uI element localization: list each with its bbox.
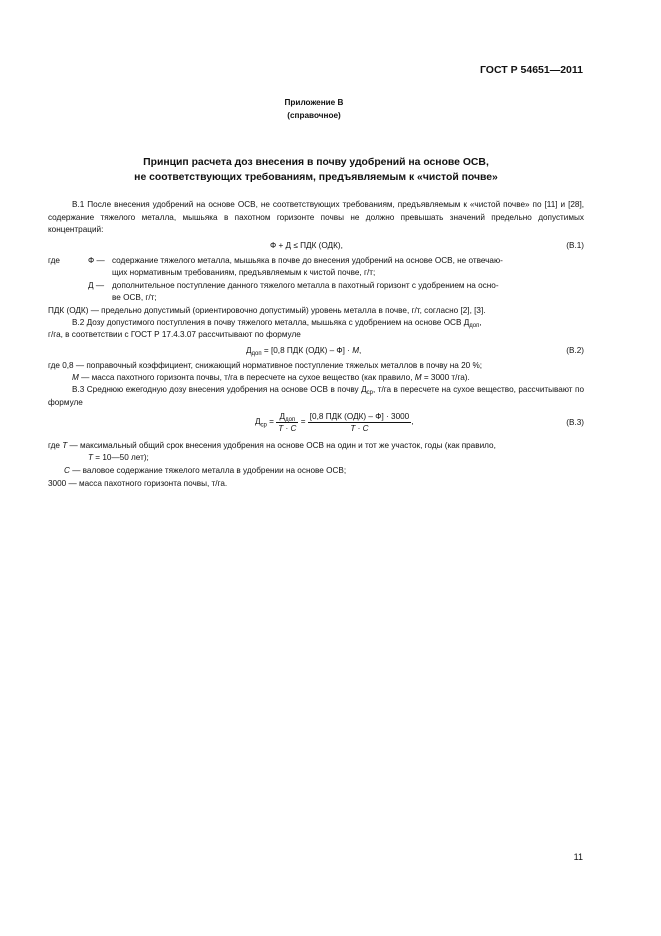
equation-b3-fraction1: $\frac{Д_{доп}}{Т \cdot С}$ (278, 412, 297, 433)
equation-b1-number: (В.1) (566, 241, 584, 250)
equation-b2-text: $Д_{доп} = [0,8$ ПДК (ОДК) – Ф] · М, (246, 346, 362, 357)
document-id-header: ГОСТ Р 54651—2011 (479, 64, 583, 76)
where-lead-1: где (48, 256, 60, 265)
where-symbol-phi: Ф — (88, 256, 105, 265)
where-term-value: Т = 10—50 лет); (88, 453, 149, 462)
equation-b1-text: Ф + Д ≤ ПДК (ОДК), (270, 241, 343, 250)
where-text-phi-2: щих нормативным требованиям, предъявляемым к чистой почве, г/т; (112, 268, 376, 277)
where-term: где Т — максимальный общий срок внесения удобрения на основе ОСВ на один и тот же участок, годы (как правило, (48, 441, 496, 450)
where-content: С — валовое содержание тяжелого металла в удобрении на основе ОСВ; (64, 466, 347, 475)
equation-b3-fraction2: $\frac{\text{[0,8 ПДК (ОДК) – Ф] · 3000}}{Т \cdot С}$ (309, 412, 410, 433)
where-3000: 3000 — масса пахотного горизонта почвы, т/га. (48, 479, 228, 488)
where-coef: где 0,8 — поправочный коэффициент, снижающий нормативное поступление тяжелых металлов в почву на 20 %; (48, 361, 483, 370)
section-title-line1: Принцип расчета доз внесения в почву удобрений на основе ОСВ, (143, 157, 489, 168)
section-title-line2: не соответствующих требованиям, предъявляемым к «чистой почве» (134, 172, 498, 183)
where-text-phi-1: содержание тяжелого металла, мышьяка в почве до внесения удобрений на основе ОСВ, не отвечаю- (112, 256, 503, 265)
equation-b3-number: (В.3) (566, 418, 584, 427)
appendix-status: (справочное) (287, 111, 341, 120)
appendix-title: Приложение В (284, 98, 344, 107)
paragraph-b2-line1: В.2 Дозу допустимого поступления в почву тяжелого металла, мышьяка с удобрением на основе ОСВ $Д_{доп}$, (72, 318, 482, 329)
where-symbol-d: Д — (88, 281, 105, 290)
where-mass: М — масса пахотного горизонта почвы, т/га в пересчете на сухое вещество (как правило, М = 3000 т/га). (72, 373, 470, 382)
equation-b3 (48, 411, 584, 437)
paragraph-b2-line2: г/га, в соответствии с ГОСТ Р 17.4.3.07 рассчитывают по формуле (48, 330, 301, 339)
where-text-d-1: дополнительное поступление данного тяжелого металла в пахотный горизонт с удобрением на осно- (112, 281, 499, 290)
equation-b3-formula: $Д_{ср}$ = $\frac{Д_{доп}}{Т \cdot С}$ = $\frac{\text{[0,8 ПДК (ОДК) – Ф] · 3000}}{Т \cdot С}$ , (255, 412, 414, 433)
where-pdk: ПДК (ОДК) — предельно допустимый (ориентировочно допустимый) уровень металла в почве, г/т, согласно [2], [3]. (48, 306, 486, 315)
page-number: 11 (573, 852, 583, 862)
paragraph-b1: В.1 После внесения удобрений на основе ОСВ, не соответствующих требованиям, предъявляемым к «чистой почве» по [11] и [28], содержание тяжелого металла, мышьяка в пахотном горизонте почвы не должно превышать значений предельно допустимых концентраций: (48, 200, 584, 235)
paragraph-b3: В.3 Среднюю ежегодную дозу внесения удобрения на основе ОСВ в почву $Д_{ср}$, т/га в пересчете на сухое вещество, рассчитывают по формуле (48, 385, 584, 407)
where-text-d-2: ве ОСВ, г/т; (112, 293, 157, 302)
equation-b2-number: (В.2) (566, 346, 584, 355)
